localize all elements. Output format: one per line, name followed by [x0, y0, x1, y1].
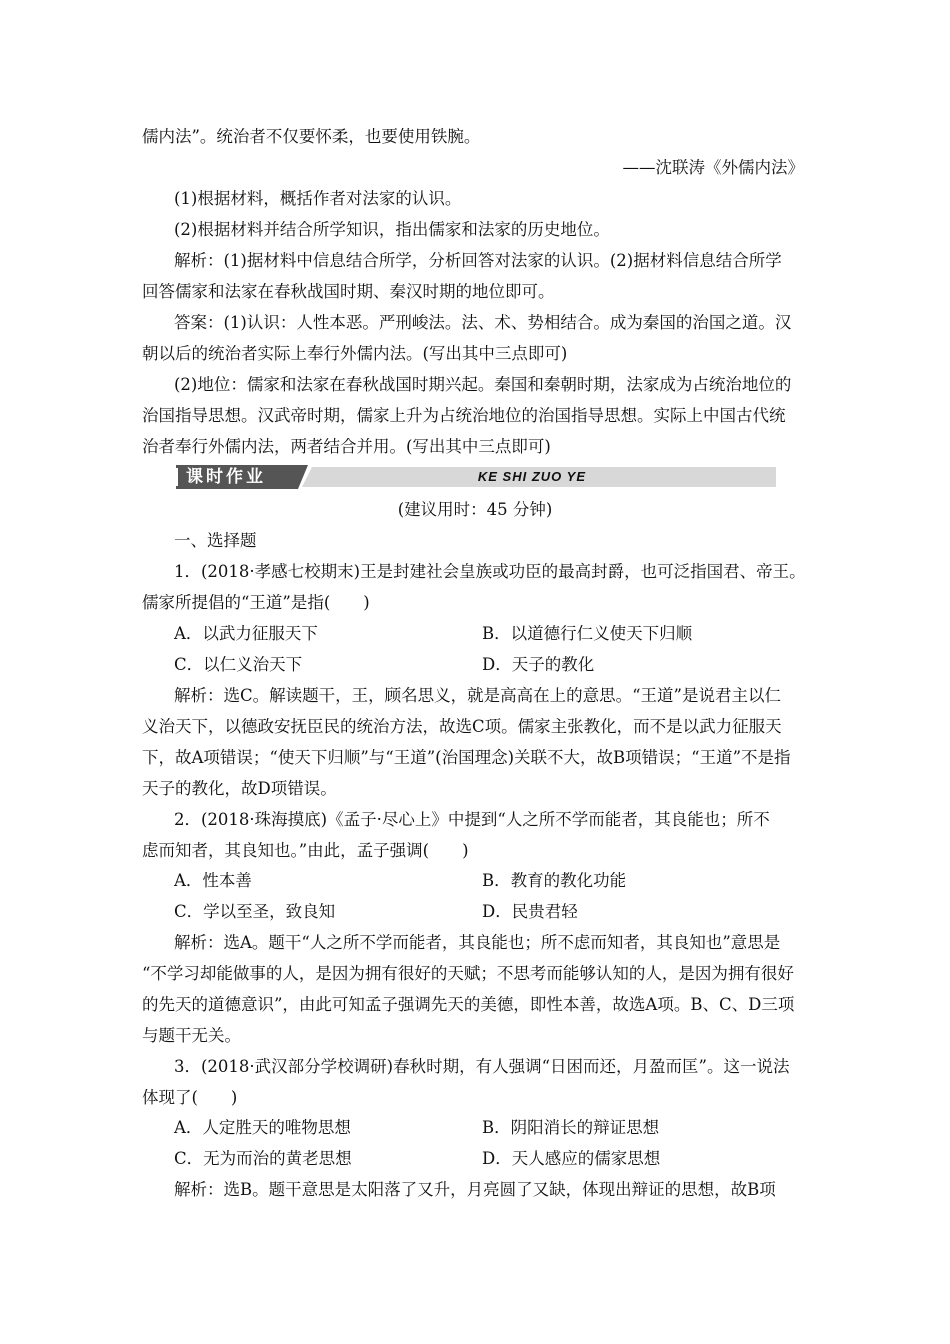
answer-line: (2)地位：儒家和法家在春秋战国时期兴起。秦国和秦朝时期，法家成为占统治地位的	[174, 375, 792, 394]
analysis-line: 下，故A项错误；“使天下归顺”与“王道”(治国理念)关联不大，故B项错误；“王道”不是指	[142, 748, 791, 767]
option-b: B．教育的教化功能	[482, 871, 627, 890]
option-c: C．学以至圣，致良知	[174, 902, 336, 921]
time-hint: (建议用时：45 分钟)	[397, 500, 553, 519]
analysis-line: 解析：选B。题干意思是太阳落了又升，月亮圆了又缺，体现出辩证的思想，故B项	[174, 1180, 776, 1199]
section-banner	[176, 465, 776, 489]
option-b: B．阴阳消长的辩证思想	[482, 1118, 660, 1137]
question-line: (1)根据材料，概括作者对法家的认识。	[174, 189, 462, 208]
answer-line: 治国指导思想。汉武帝时期，儒家上升为占统治地位的治国指导思想。实际上中国古代统	[142, 406, 786, 425]
analysis-line: 的先天的道德意识”，由此可知孟子强调先天的美德，即性本善，故选A项。B、C、D三项	[142, 995, 795, 1014]
analysis-line: 回答儒家和法家在春秋战国时期、秦汉时期的地位即可。	[142, 282, 555, 301]
option-c: C．以仁义治天下	[174, 655, 303, 674]
option-d: D．天人感应的儒家思想	[482, 1149, 661, 1168]
question-stem: 儒家所提倡的“王道”是指( )	[142, 593, 370, 612]
paragraph-line: 儒内法”。统治者不仅要怀柔，也要使用铁腕。	[142, 127, 481, 146]
banner-background	[176, 465, 776, 489]
question-stem: 1．(2018·孝感七校期末)王是封建社会皇族或功臣的最高封爵，也可泛指国君、帝王。	[174, 562, 806, 581]
question-stem: 3．(2018·武汉部分学校调研)春秋时期，有人强调“日困而还，月盈而匡”。这一说法	[174, 1057, 790, 1076]
answer-line: 治者奉行外儒内法，两者结合并用。(写出其中三点即可)	[142, 437, 551, 456]
option-b: B．以道德行仁义使天下归顺	[482, 624, 693, 643]
analysis-line: 解析：(1)据材料中信息结合所学，分析回答对法家的认识。(2)据材料信息结合所学	[174, 251, 782, 270]
analysis-line: 义治天下，以德政安抚臣民的统治方法，故选C项。儒家主张教化，而不是以武力征服天	[142, 717, 782, 736]
option-c: C．无为而治的黄老思想	[174, 1149, 352, 1168]
answer-line: 朝以后的统治者实际上奉行外儒内法。(写出其中三点即可)	[142, 344, 568, 363]
question-stem: 虑而知者，其良知也。”由此，孟子强调( )	[142, 841, 469, 860]
option-a: A．人定胜天的唯物思想	[174, 1118, 351, 1137]
option-a: A．以武力征服天下	[174, 624, 318, 643]
section-title: 一、选择题	[174, 531, 257, 550]
analysis-line: 解析：选C。解读题干，王，顾名思义，就是高高在上的意思。“王道”是说君主以仁	[174, 686, 781, 705]
source-citation: ——沈联涛《外儒内法》	[622, 158, 804, 177]
banner-subtitle: KE SHI ZUO YE	[477, 469, 586, 484]
question-stem: 2．(2018·珠海摸底)《孟子·尽心上》中提到“人之所不学而能者，其良能也；所不	[174, 810, 770, 829]
analysis-line: “不学习却能做事的人，是因为拥有很好的天赋；不思考而能够认知的人，是因为拥有很好	[142, 964, 794, 983]
option-d: D．天子的教化	[482, 655, 595, 674]
banner-title: 课时作业	[186, 467, 266, 487]
question-line: (2)根据材料并结合所学知识，指出儒家和法家的历史地位。	[174, 220, 610, 239]
analysis-line: 解析：选A。题干“人之所不学而能者，其良能也；所不虑而知者，其良知也”意思是	[174, 933, 781, 952]
option-a: A．性本善	[174, 871, 252, 890]
question-stem: 体现了( )	[142, 1088, 238, 1107]
answer-line: 答案：(1)认识：人性本恶。严刑峻法。法、术、势相结合。成为秦国的治国之道。汉	[174, 313, 792, 332]
analysis-line: 天子的教化，故D项错误。	[142, 779, 337, 798]
analysis-line: 与题干无关。	[142, 1026, 241, 1045]
option-d: D．民贵君轻	[482, 902, 578, 921]
